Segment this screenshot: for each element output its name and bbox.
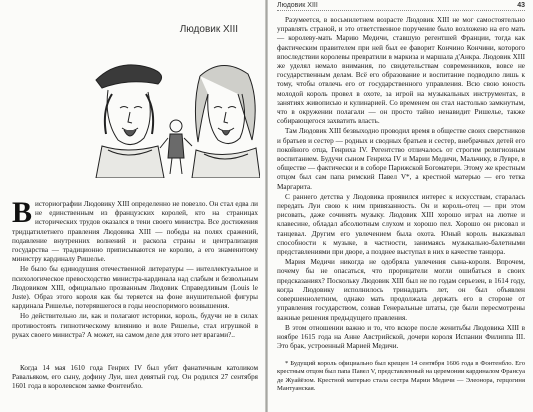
paragraph: Когда 14 мая 1610 года Генрих IV был убит фанатичным католиком Равальяком, его сыну, дофину Луи, шел девятый год. Он родился 27 сентября 1601 года в королевском замке Фонтенбло. [12, 364, 258, 391]
paragraph: Мария Медичи никогда не одобряла увлечения сына-короля. Впрочем, почему бы не опасаться, что прорицатели могли ошибаться в своих предсказаниях? Поскольку Людовик XIII был не по годам серьезен, в 1614 году, когда Людовику исполнилось тринадцать лет, он был объявлен совершеннолетним, однако мать продолжала держать его в стороне от управления государством, созвав Генеральные штаты, где были пересмотрены важные решения предыдущего правления. [277, 258, 525, 322]
paragraph: В этом отношении важно и то, что вскоре после женитьбы Людовика XIII в ноябре 1615 года на Анне Австрийской, дочери короля Испании Филиппа III. Это брак, устроенный Марией Медичи. [277, 323, 525, 351]
footnote [277, 360, 525, 393]
page-number: 43 [517, 2, 525, 9]
paragraph: Но действительно ли, как и полагают историки, король, будучи не в силах противостоять гипнотическому влиянию и воле Ришелье, стал игрушкой в руках своего министра? А может, на самом деле для этого нет врагами?.. [12, 312, 258, 339]
paragraph: Не было бы единодушия отечественной литературы — интеллектуальное и психологическое превосходство министра-кардинала над слабым и безвольным Людовиком XIII, официально прозванным Людовик Справедливым (Louis le Juste). Образ этого короля как бы теряется на фоне внушительной фигуры кардинала Ришелье, потерявшегося в годы неоспоримого возвышения. [12, 265, 258, 311]
footnote-text: * Будущий король официально был крещен 14 сентября 1606 года в Фонтенбло. Его крестным отцом был папа Павел V, представленный на церемонии кардиналом Франсуа де Жуайёзом. Крестной матерью стала сестра Марии Медичи — Элеонора, герцогиня Мантуанская. [277, 360, 525, 392]
left-page [0, 0, 266, 412]
running-head [277, 2, 525, 11]
running-head-title: Людовик XIII [277, 2, 318, 9]
paragraph: Там Людовик XIII безвыходно проводил время в обществе своих сверстников и братьев и сестер — родных и сводных братьев и сестер, внебрачных детей его покойного отца, Генриха IV. Регентство отличалось от строгим религиозным воспитанием. Будучи сыном Генриха IV и Марии Медичи, Мальчику, в Лувре, в обществе — фактически и в соборе Парижской Богоматери. Этому же крестным отцом был сам папа римский Павел V*, а крестной матерью — его тетка Маргарита. [277, 127, 525, 191]
drop-cap: В [12, 196, 33, 229]
paragraph: историографии Людовику XIII определенно не повезло. Он стал едва ли не единственным из французских королей, кто на страницах исторических трудов оказался в тени своего министра. Все достижения тридцатилетнего правления Людовика XIII — победы на полях сражений, подавление внутренних волнений и раскола страны и централизация государства — традиционно приписываются не королю, а его знаменитому министру кардиналу Ришелье. [12, 200, 258, 264]
chapter-title: Людовик XIII [179, 24, 238, 35]
right-page [267, 0, 533, 412]
paragraph: С раннего детства у Людовика проявился интерес к искусствам, старалась передать Луи свою к ним привязанность. Он и король-отец — при этом рисовать, даже сочинять музыку. Людовик XIII хорошо играл на лютне и клавесине, обладал абсолютным слухом и хорошо пел. Хорошо он рисовал и танцевал. Другим его увлечением была охота. Юный король выказывал способности к музыке, в частности, занимаясь музыкально-балетными представлениями при дворе, а позднее выступал в них в качестве танцора. [277, 192, 525, 257]
paragraph: Разумеется, в восьмилетнем возрасте Людовик XIII не мог самостоятельно управлять страной, и это ответственное поручение было возложено на его мать — королеву-мать Марию Медичи, ставшую регентшей Франции, тогда как фактическим правителем при ней был ее фаворит Кончино Кончини, которого впоследствии королевы превратили в маркиза и маршала д'Анкра. Людовик XIII же уделял немало внимания, по свидетельствам современников, вовсе не государственным делам. Всё его образование и воспитание подводило лишь к тому, чтобы отвлечь его от государственного управления. Всю свою юность молодой король провел в охоте, за игрой на музыкальных инструментах, в занятиях живописью и кулинарией. Со временем он стал настолько замкнутым, что в окружении полагали — он просто тайно ненавидит Ришелье, также собирающегося захватить власть. [277, 16, 525, 126]
right-body-text [277, 16, 525, 351]
left-tail-text [12, 364, 258, 392]
portrait-illustration [88, 50, 260, 178]
left-body-text [12, 196, 258, 340]
